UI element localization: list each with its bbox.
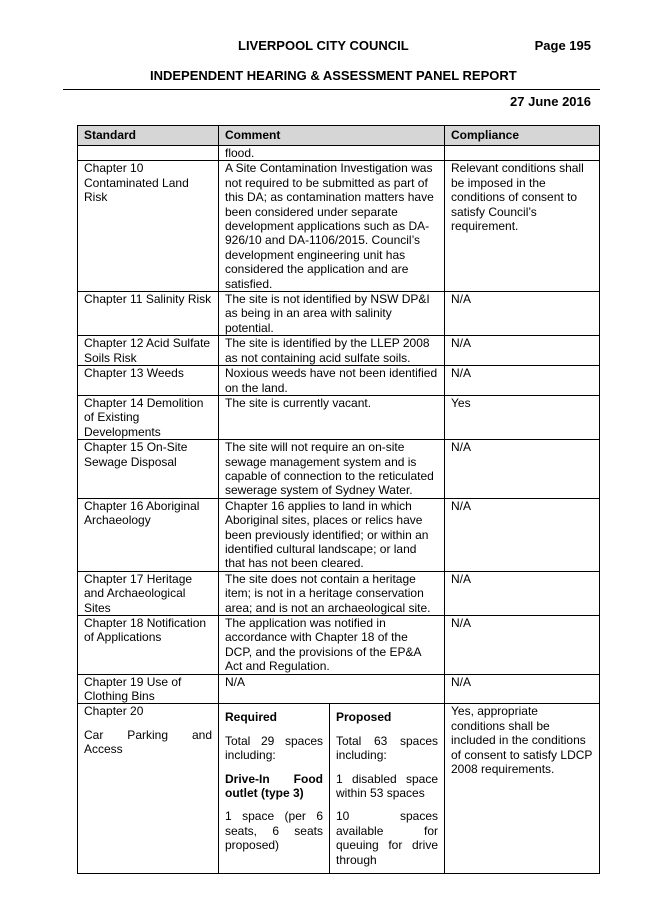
table-row-parking (78, 704, 600, 874)
required-heading: Required (225, 710, 278, 725)
compliance-cell: N/A (445, 498, 600, 571)
comment-cell: N/A (219, 674, 445, 704)
standard-cell (78, 146, 219, 161)
standard-cell: Chapter 13 Weeds (78, 366, 219, 396)
report-date: 27 June 2016 (510, 94, 591, 109)
compliance-cell: N/A (445, 336, 600, 366)
proposed-queue: 10 spaces available for queuing for drive through (336, 809, 438, 867)
comment-cell: Noxious weeds have not been identified on the land. (219, 366, 445, 396)
comment-cell: The site will not require an on-site sewage management system and is capable of connection to the reticulated sewerage system of Sydney Water. (219, 440, 445, 499)
required-rate: 1 space (per 6 seats, 6 seats proposed) (225, 809, 323, 853)
standard-cell: Chapter 11 Salinity Risk (78, 292, 219, 336)
parking-subtable (219, 704, 444, 873)
comment-cell (219, 704, 445, 874)
council-name: LIVERPOOL CITY COUNCIL (238, 38, 409, 53)
compliance-cell: N/A (445, 366, 600, 396)
compliance-cell (445, 146, 600, 161)
compliance-cell: N/A (445, 571, 600, 615)
compliance-cell: Relevant conditions shall be imposed in the conditions of consent to satisfy Council’s requirement. (445, 161, 600, 292)
standard-cell (78, 704, 219, 874)
table-row (78, 616, 600, 675)
report-title: INDEPENDENT HEARING & ASSESSMENT PANEL REPORT (150, 68, 517, 83)
comment-cell: The application was notified in accordance with Chapter 18 of the DCP, and the provisions of the EP&A Act and Regulation. (219, 616, 445, 675)
compliance-cell: N/A (445, 674, 600, 704)
table-row (78, 366, 600, 396)
header-divider (63, 89, 600, 90)
comment-cell: The site is identified by the LLEP 2008 as not containing acid sulfate soils. (219, 336, 445, 366)
proposed-total: Total 63 spaces including: (336, 733, 438, 763)
proposed-disabled: 1 disabled space within 53 spaces (336, 771, 438, 801)
compliance-cell: N/A (445, 440, 600, 499)
standard-cell: Chapter 18 Notification of Applications (78, 616, 219, 675)
compliance-cell: N/A (445, 292, 600, 336)
assessment-table (77, 125, 600, 874)
standard-cell: Chapter 10 Contaminated Land Risk (78, 161, 219, 292)
table-row (78, 146, 600, 161)
standard-cell: Chapter 14 Demolition of Existing Developments (78, 395, 219, 439)
column-header-standard: Standard (78, 126, 219, 146)
required-column (219, 704, 330, 873)
column-header-compliance: Compliance (445, 126, 600, 146)
required-use-type: Drive-In Food outlet (type 3) (225, 771, 323, 801)
standard-cell: Chapter 16 Aboriginal Archaeology (78, 498, 219, 571)
parking-chapter: Chapter 20 (84, 704, 144, 719)
table-row (78, 395, 600, 439)
column-header-comment: Comment (219, 126, 445, 146)
compliance-cell: N/A (445, 616, 600, 675)
table-row (78, 571, 600, 615)
comment-cell: flood. (219, 146, 445, 161)
proposed-column (330, 704, 445, 873)
table-row (78, 674, 600, 704)
standard-cell: Chapter 19 Use of Clothing Bins (78, 674, 219, 704)
comment-cell: A Site Contamination Investigation was not required to be submitted as part of this DA; as contamination matters have been considered under separate development applications such as DA-926/10 and DA-1106/2015. Council’s development engineering unit has considered the application and are satisfied. (219, 161, 445, 292)
table-row (78, 498, 600, 571)
table-row (78, 336, 600, 366)
proposed-heading: Proposed (336, 710, 392, 725)
page-number: Page 195 (534, 38, 591, 53)
comment-cell: Chapter 16 applies to land in which Aboriginal sites, places or relics have been previously identified; or within an identified cultural landscape; or land that has not been cleared. (219, 498, 445, 571)
comment-cell: The site is currently vacant. (219, 395, 445, 439)
compliance-cell: Yes, appropriate conditions shall be included in the conditions of consent to satisfy LDCP 2008 requirements. (445, 704, 600, 874)
compliance-cell: Yes (445, 395, 600, 439)
parking-title: Car Parking and Access (84, 727, 212, 757)
table-row (78, 161, 600, 292)
comment-cell: The site does not contain a heritage item; is not in a heritage conservation area; and is not an archaeological site. (219, 571, 445, 615)
comment-cell: The site is not identified by NSW DP&I as being in an area with salinity potential. (219, 292, 445, 336)
table-header-row (78, 126, 600, 146)
standard-cell: Chapter 12 Acid Sulfate Soils Risk (78, 336, 219, 366)
required-total: Total 29 spaces including: (225, 733, 323, 763)
standard-cell: Chapter 17 Heritage and Archaeological Sites (78, 571, 219, 615)
table-row (78, 440, 600, 499)
standard-cell: Chapter 15 On-Site Sewage Disposal (78, 440, 219, 499)
table-row (78, 292, 600, 336)
